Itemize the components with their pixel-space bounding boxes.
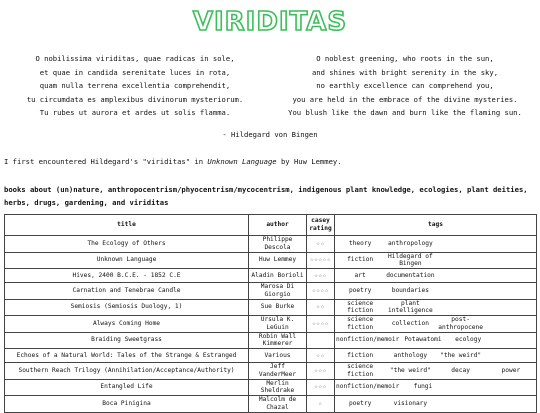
cell-rating: ☆☆ — [307, 349, 335, 363]
tag: poetry — [348, 399, 372, 407]
tag: poetry — [348, 286, 372, 294]
poem-latin-line: et quae in candida serenitate luces in rota, — [39, 67, 231, 77]
cell-title: Always Coming Home — [5, 316, 249, 333]
intro-text — [4, 157, 342, 167]
cell-title: Semiosis (Semiosis Duology, 1) — [5, 299, 249, 316]
intro-book-title: Unknown Language — [207, 157, 277, 166]
tag: ecology — [455, 336, 482, 344]
poem-english-line: you are held in the embrace of the divine mysteries. — [292, 94, 518, 104]
header-tags: tags — [335, 215, 537, 236]
table-row — [5, 283, 537, 300]
poem-line — [0, 54, 540, 68]
cell-title: Unknown Language — [5, 252, 249, 269]
cell-tags — [335, 283, 537, 300]
tag: theory — [348, 239, 372, 247]
cell-author: Merlin Sheldrake — [249, 379, 307, 396]
cell-rating: ☆☆☆☆ — [307, 316, 335, 333]
table-row — [5, 332, 537, 349]
poem-line — [0, 95, 540, 109]
tag: science fiction — [347, 363, 374, 378]
svg-text:VIRIDITAS: VIRIDITAS — [192, 7, 348, 36]
poem-line — [0, 81, 540, 95]
tag: fungi — [413, 383, 433, 391]
table-row — [5, 379, 537, 396]
cell-author: Various — [249, 349, 307, 363]
tag: plant intelligence — [388, 299, 433, 315]
cell-tags — [335, 332, 537, 349]
cell-author: Marosa Di Giorgio — [249, 283, 307, 300]
cell-title: Boca Pinigina — [5, 396, 249, 413]
table-row — [5, 299, 537, 316]
cell-title: Carnation and Tenebrae Candle — [5, 283, 249, 300]
poem-line — [0, 108, 540, 122]
tag: nonfiction/memoir — [336, 336, 400, 344]
tag: decay — [451, 366, 470, 374]
cell-author: Robin Wall Kimmerer — [249, 332, 307, 349]
cell-author: Malcolm de Chazal — [249, 396, 307, 413]
cell-tags — [335, 236, 537, 253]
tag: science fiction — [347, 299, 374, 315]
tag: boundaries — [391, 286, 429, 294]
poem-english-line: You blush like the dawn and burn like the flaming sun. — [288, 108, 522, 118]
table-row — [5, 349, 537, 363]
tag: visionary — [393, 399, 428, 407]
cell-rating: ☆ — [307, 396, 335, 413]
poem-latin-line: tu circumdata es amplexibus divinorum mysteriorum. — [26, 94, 244, 104]
cell-author: Huw Lemmey — [249, 252, 307, 269]
cell-author: Sue Burke — [249, 299, 307, 316]
header-author: author — [249, 215, 307, 236]
table-row — [5, 269, 537, 283]
cell-rating: ☆☆☆☆☆ — [307, 252, 335, 269]
tag: fiction — [347, 256, 374, 264]
tag: Hildegard of Bingen — [388, 252, 433, 268]
tag: collection — [391, 319, 429, 327]
cell-tags — [335, 379, 537, 396]
tag: post-anthropocene — [438, 316, 483, 331]
books-heading: books about (un)nature, anthropocentrism/phyocentrism/mycocentrism, indigenous plant knowledge, ecologies, plant deities, herbs, drugs, gardening, and viriditas — [4, 185, 528, 207]
cell-author: Jeff VanderMeer — [249, 363, 307, 380]
tag: "the weird" — [440, 351, 482, 359]
poem — [0, 54, 540, 122]
tag: anthropology — [388, 239, 433, 247]
cell-title: Braiding Sweetgrass — [5, 332, 249, 349]
books-table-body — [5, 236, 537, 413]
cell-author: Philippe Descola — [249, 236, 307, 253]
tag: science fiction — [347, 316, 374, 331]
tag: nonfiction/memoir — [336, 383, 400, 391]
tag: documentation — [386, 271, 435, 279]
tag: fiction — [347, 351, 374, 359]
table-row — [5, 396, 537, 413]
cell-rating: ☆☆☆☆ — [307, 283, 335, 300]
cell-tags — [335, 316, 537, 333]
cell-tags — [335, 363, 537, 380]
cell-title: Hives, 2400 B.C.E. - 1852 C.E — [5, 269, 249, 283]
poem-english-line: O noblest greening, who roots in the sun, — [316, 54, 494, 63]
table-row — [5, 363, 537, 380]
tag: art — [354, 271, 366, 279]
header-rating: casey rating — [307, 215, 335, 236]
cell-rating — [307, 332, 335, 349]
header-title: title — [5, 215, 249, 236]
cell-rating: ☆☆ — [307, 299, 335, 316]
tag: "the weird" — [389, 366, 431, 374]
poem-english-line: and shines with bright serenity in the sky, — [311, 67, 499, 77]
cell-tags — [335, 299, 537, 316]
tag: Potawatomi — [404, 336, 442, 344]
cell-tags — [335, 396, 537, 413]
tag: anthology — [393, 351, 428, 359]
cell-tags — [335, 269, 537, 283]
poem-latin-line: Tu rubes ut aurora et ardes ut solis flamma. — [39, 108, 231, 118]
poem-latin-line: quam nulla terrena excellentia comprehendit, — [39, 81, 231, 91]
intro-after: by Huw Lemmey. — [276, 157, 342, 166]
poem-english-line: no earthly excellence can comprehend you, — [316, 81, 494, 91]
table-row — [5, 316, 537, 333]
cell-tags — [335, 252, 537, 269]
cell-rating: ☆☆☆ — [307, 363, 335, 380]
cell-title: Entangled Life — [5, 379, 249, 396]
tag: power — [501, 366, 521, 374]
cell-rating: ☆☆ — [307, 236, 335, 253]
site-logo — [0, 6, 540, 39]
poem-line — [0, 68, 540, 82]
cell-title: Echoes of a Natural World: Tales of the Strange & Estranged — [5, 349, 249, 363]
cell-rating: ☆☆☆ — [307, 269, 335, 283]
table-row — [5, 236, 537, 253]
cell-author: Aladin Borioli — [249, 269, 307, 283]
table-header-row — [5, 215, 537, 236]
cell-rating: ☆☆☆ — [307, 379, 335, 396]
table-row — [5, 252, 537, 269]
books-table — [4, 214, 537, 413]
intro-before: I first encountered Hildegard's "viriditas" in — [4, 157, 208, 166]
viriditas-logo-wordmark — [190, 6, 350, 36]
poem-attribution: - Hildegard von Bingen — [222, 130, 318, 139]
cell-title: The Ecology of Others — [5, 236, 249, 253]
cell-title: Southern Reach Trilogy (Annihilation/Acceptance/Authority) — [5, 363, 249, 380]
cell-tags — [335, 349, 537, 363]
poem-latin-line: O nobilissima viriditas, quae radicas in sole, — [35, 54, 235, 63]
cell-author: Ursula K. LeGuin — [249, 316, 307, 333]
